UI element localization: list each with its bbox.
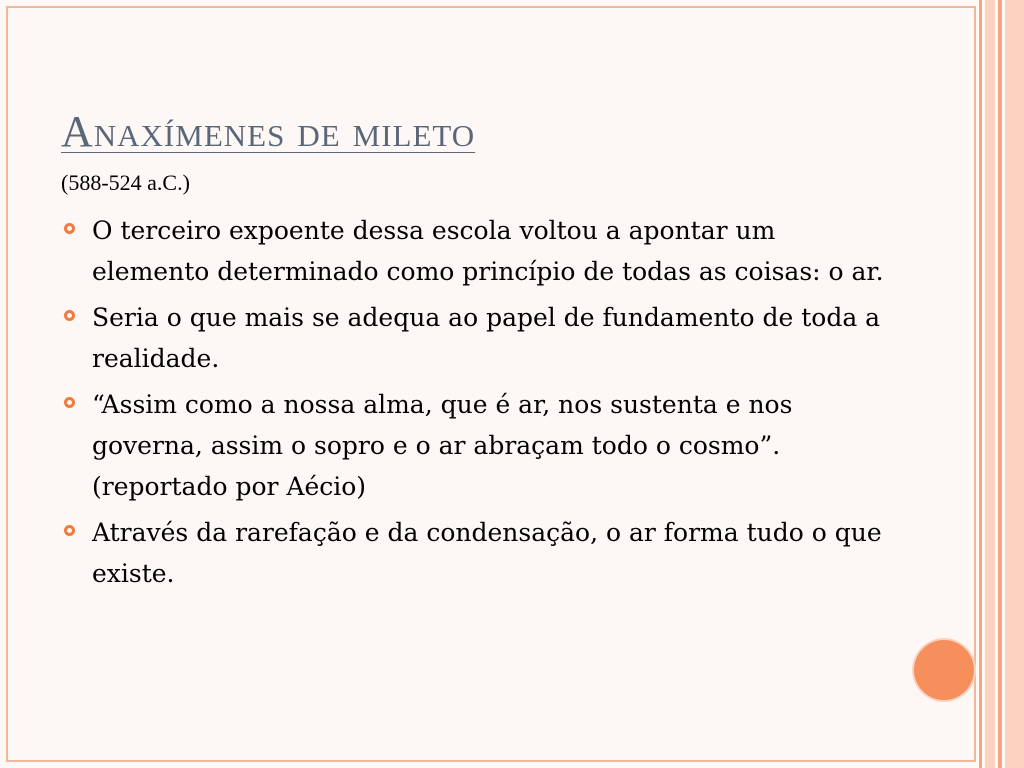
ring-bullet-icon	[64, 525, 75, 536]
ring-bullet-icon	[64, 310, 75, 321]
stripe	[985, 0, 995, 768]
stripe	[1005, 0, 1024, 768]
ring-bullet-icon	[64, 223, 75, 234]
bullet-text: Seria o que mais se adequa ao papel de fundamento de toda a realidade.	[92, 303, 881, 373]
stripe	[979, 0, 982, 768]
stripe	[998, 0, 1002, 768]
bullet-item	[61, 297, 891, 379]
bullet-item	[61, 210, 891, 292]
slide-subtitle: (588-524 a.C.)	[61, 170, 190, 195]
bullet-text: O terceiro expoente dessa escola voltou a apontar um elemento determinado como princípio de todas as coisas: o ar.	[92, 216, 884, 286]
bullet-list	[61, 210, 891, 599]
slide-title: Anaxímenes de mileto	[61, 107, 476, 156]
bullet-item	[61, 512, 891, 594]
decorative-circle	[914, 640, 974, 700]
bullet-item	[61, 384, 891, 507]
bullet-text: “Assim como a nossa alma, que é ar, nos sustenta e nos governa, assim o sopro e o ar abraçam todo o cosmo”. (reportado por Aécio)	[92, 390, 793, 501]
ring-bullet-icon	[64, 397, 75, 408]
bullet-text: Através da rarefação e da condensação, o ar forma tudo o que existe.	[92, 518, 882, 588]
decorative-stripes	[979, 0, 1024, 768]
